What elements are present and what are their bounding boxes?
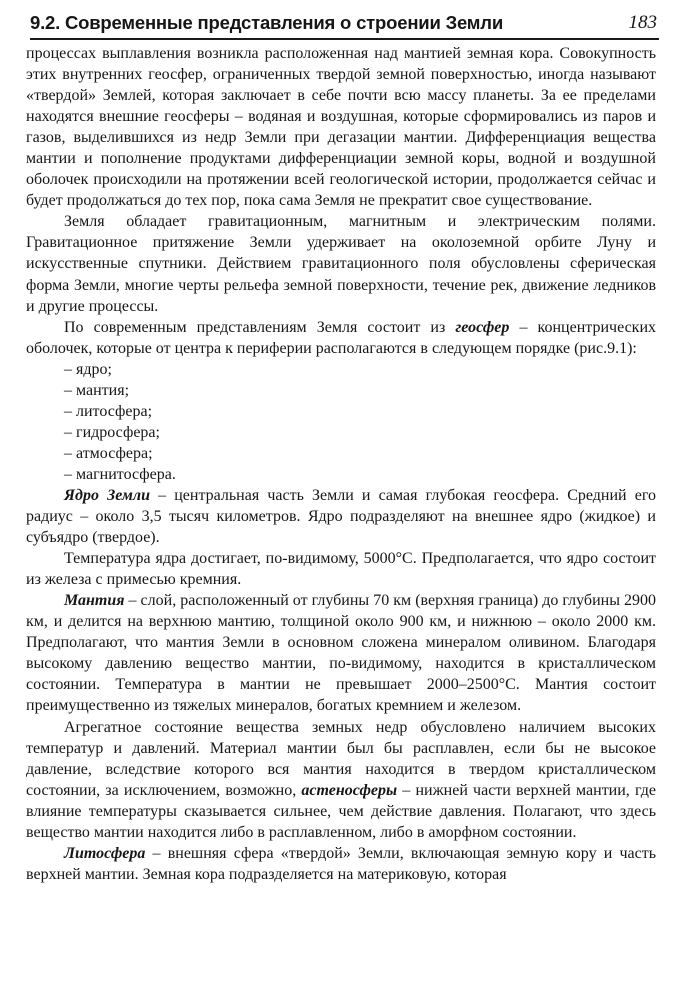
paragraph-continued: процессах выплавления возникла расположенная над мантией земная кора. Совокупность этих внутренних геосфер, ограниченных твердой земной поверхностью, иногда называют «твердой» Землей, которая заключает в себе почти всю массу планеты. За ее пределами находятся внешние геосферы – водяная и воздушная, которые сформировались из паров и газов, выделившихся из недр Земли при дегазации мантии. Дифференциация вещества мантии и пополнение продуктами дифференциации земной коры, водной и воздушной оболочек происходили на протяжении всей геологической истории, продолжается сейчас и будет продолжаться до тех пор, пока сама Земля не прекратит свое существование. [26, 45, 656, 210]
text-run: – внешняя сфера «твердой» Земли, включающая земную кору и часть верхней мантии. Земная кора подразделяется на материковую, которая [26, 844, 656, 883]
text-run: – центральная часть Земли и самая глубокая геосфера. Средний его радиус – около 3,5 тысяч километров. Ядро подразделяют на внешнее ядро (жидкое) и субъядро (твердое). [26, 486, 656, 547]
term-core: Ядро Земли [64, 486, 150, 504]
running-header [30, 8, 659, 40]
list-item: – мантия; [64, 381, 130, 399]
paragraph-aggregate-state [26, 717, 656, 843]
text-run: – нижней части верхней мантии, где влияние температуры сказывается сильнее, чем действие давления. Полагают, что здесь вещество мантии находится либо в расплавленном, либо в аморфном состоянии. [26, 781, 656, 841]
term-geospheres: геосфер [455, 318, 510, 336]
list-item: – литосфера; [64, 402, 153, 420]
text-run: Агрегатное состояние вещества земных недр обусловлено наличием высоких температур и давлений. Материал мантии был бы расплавлен, если бы не высокое давление, вследствие которого вся мантия находится в твердом кристаллическом состоянии, за исключением, возможно, [26, 718, 656, 799]
paragraph-geospheres [26, 317, 656, 359]
section-title: 9.2. Современные представления о строении Земли [30, 12, 504, 33]
list-item: – магнитосфера. [64, 465, 176, 483]
paragraph-core [26, 485, 656, 548]
paragraph-fields: Земля обладает гравитационным, магнитным и электрическим полями. Гравитационное притяжение Земли удерживает на околоземной орбите Луну и искусственные спутники. Действием гравитационного поля обусловлены сферическая форма Земли, многие черты рельефа земной поверхности, течение рек, движение ледников и другие процессы. [26, 213, 656, 315]
term-lithosphere: Литосфера [64, 844, 146, 862]
text-run: По современным представлениям Земля состоит из [64, 318, 456, 336]
list-item: – ядро; [64, 360, 112, 378]
page-number: 183 [628, 12, 657, 33]
paragraph-lithosphere [26, 843, 656, 885]
paragraph-core-temperature: Температура ядра достигает, по-видимому, 5000°С. Предполагается, что ядро состоит из железа с примесью кремния. [26, 550, 656, 589]
text-run: – слой, расположенный от глубины 70 км (верхняя граница) до глубины 2900 км, и делится на верхнюю мантию, толщиной около 900 км, и нижнюю – около 2000 км. Предполагают, что мантия Земли в основном сложена минералом оливином. Благодаря высокому давлению вещество мантии, по-видимому, находится в кристаллическом состоянии. Температура в мантии не превышает 2000–2500°С. Мантия состоит преимущественно из тяжелых минералов, богатых кремнием и железом. [26, 592, 656, 715]
list-item: – гидросфера; [64, 423, 160, 441]
term-mantle: Мантия [64, 592, 125, 610]
paragraph-mantle [26, 590, 656, 716]
term-asthenosphere: астеносферы [301, 781, 398, 799]
geosphere-list [26, 359, 656, 485]
body-text [26, 43, 656, 885]
list-item: – атмосфера; [64, 444, 153, 462]
text-run: – концентрических оболочек, которые от центра к периферии располагаются в следующем порядке (рис.9.1): [26, 318, 657, 357]
